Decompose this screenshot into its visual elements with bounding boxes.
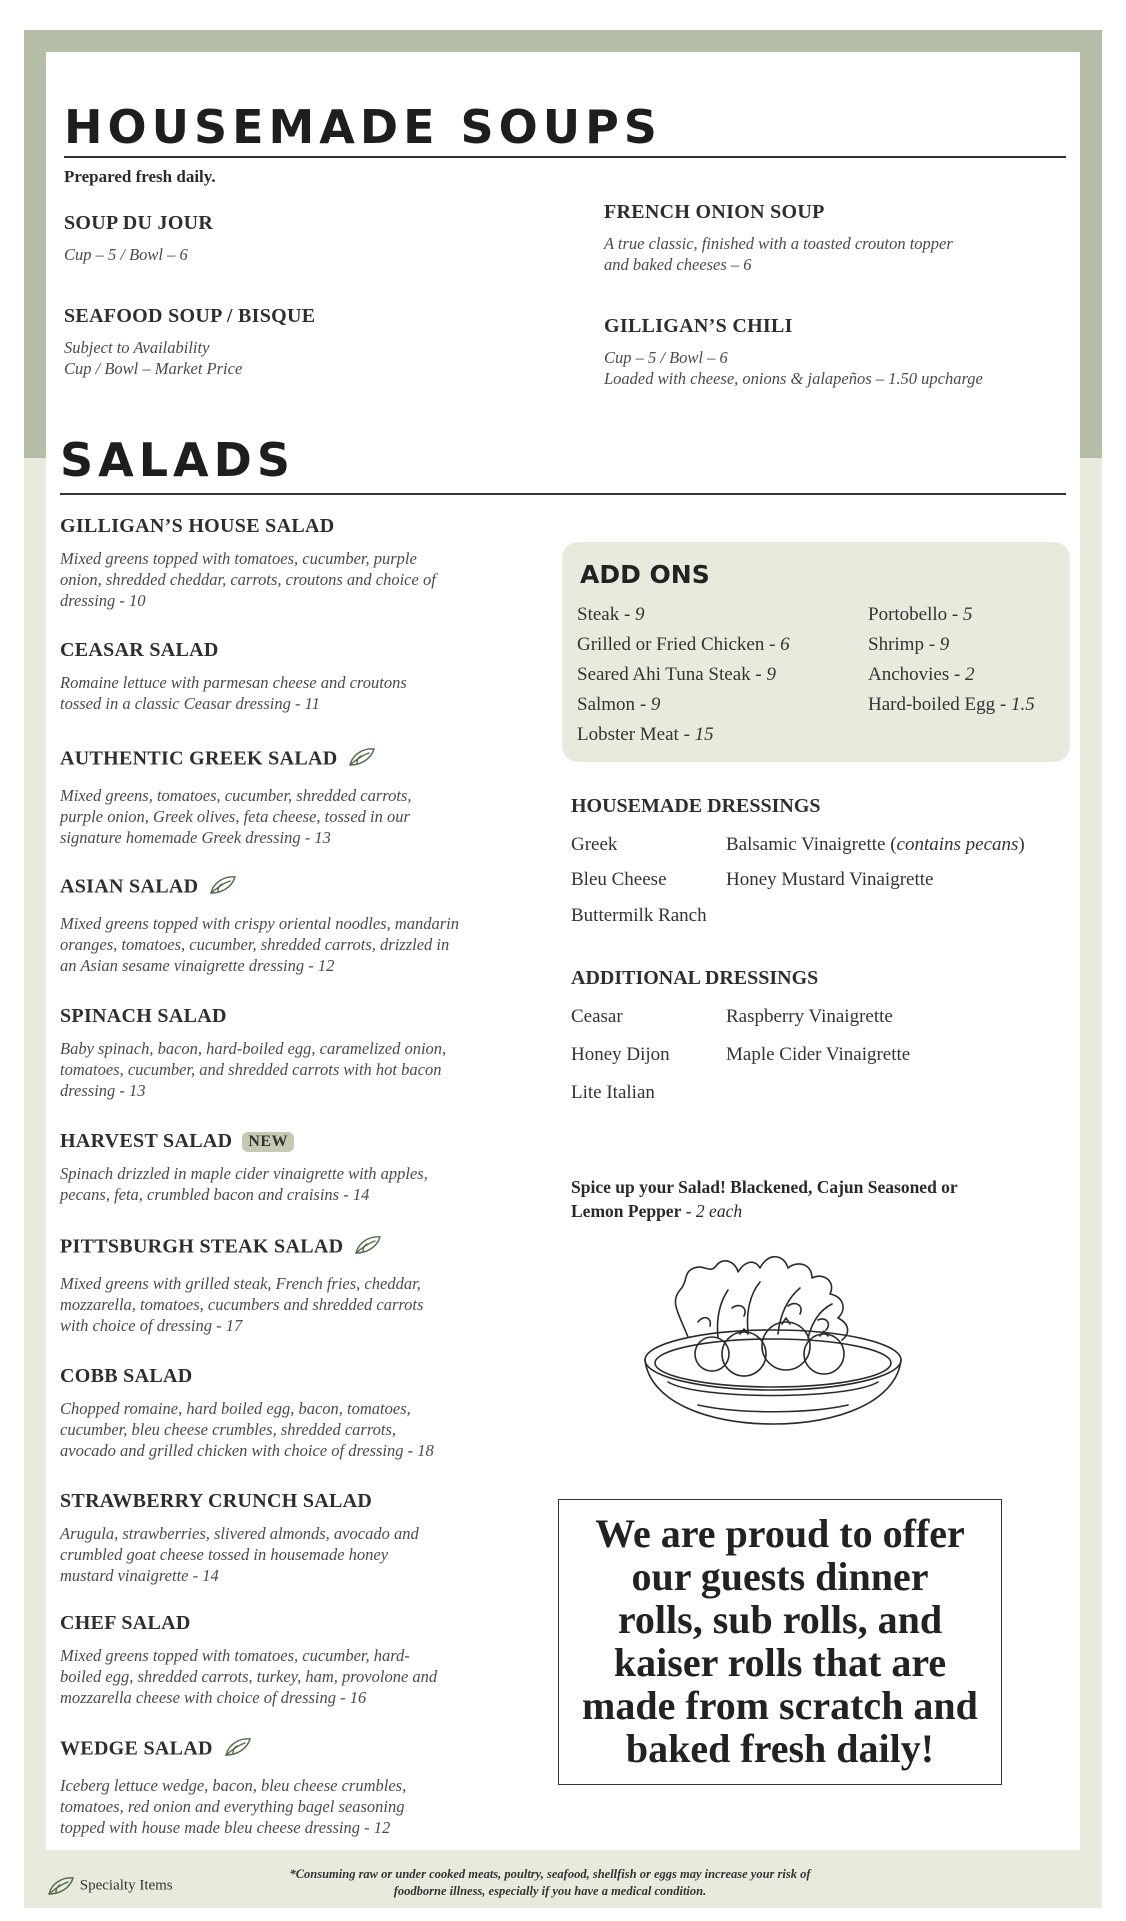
salad-name-text: WEDGE SALAD [60, 1737, 213, 1760]
salad-desc-line: pecans, feta, crumbled bacon and craisins - 14 [60, 1185, 370, 1204]
footer-legend [46, 1874, 173, 1898]
salad-name [60, 873, 540, 903]
salad-item [60, 1233, 540, 1336]
dressing-item: Honey Dijon [571, 1044, 670, 1065]
salad-desc [60, 913, 540, 976]
bread-callout-line: We are proud to offer [595, 1511, 965, 1556]
salad-name [60, 1233, 540, 1263]
addon-item: Lobster Meat - 15 [577, 724, 714, 745]
addon-price: 2 [965, 664, 975, 685]
salad-desc-line: signature homemade Greek dressing - 13 [60, 828, 331, 847]
salad-desc-line: purple onion, Greek olives, feta cheese, tossed in our [60, 807, 410, 826]
disclaimer-line: *Consuming raw or under cooked meats, poultry, seafood, shellfish or eggs may increase your risk of [289, 1867, 811, 1881]
salad-name-text: COBB SALAD [60, 1365, 193, 1387]
addon-item: Salmon - 9 [577, 694, 661, 715]
salad-name [60, 1490, 540, 1513]
addon-price: 9 [650, 694, 661, 715]
dressing-item: Maple Cider Vinaigrette [726, 1044, 911, 1065]
bread-callout-line: made from scratch and [582, 1683, 978, 1728]
addon-price: 5 [963, 604, 973, 625]
dressing-item: Buttermilk Ranch [571, 905, 707, 926]
addons-heading: ADD ONS [580, 560, 710, 589]
specialty-leaf-icon [208, 873, 238, 903]
dressing-item: Ceasar [571, 1006, 623, 1027]
soup-desc: A true classic, finished with a toasted crouton topper [604, 234, 953, 253]
addon-name: Steak [577, 604, 620, 625]
salad-name-text: STRAWBERRY CRUNCH SALAD [60, 1490, 373, 1512]
salad-item [60, 1735, 540, 1838]
addon-item: Seared Ahi Tuna Steak - 9 [577, 664, 776, 685]
salad-desc [60, 1775, 540, 1838]
salad-name-text: AUTHENTIC GREEK SALAD [60, 747, 338, 770]
salads-divider [60, 493, 1066, 495]
salad-item [60, 1365, 540, 1461]
addon-name: Hard-boiled Egg [868, 694, 996, 715]
salad-name [60, 1130, 540, 1153]
dressing-note: contains pecans [896, 834, 1019, 855]
leaf-icon [223, 1735, 253, 1759]
addon-name: Portobello [868, 604, 948, 625]
salad-item [60, 639, 540, 714]
salad-desc-line: Iceberg lettuce wedge, bacon, bleu cheese crumbles, [60, 1776, 407, 1795]
dressing-name: Balsamic Vinaigrette [726, 834, 886, 855]
soup-desc: Cup – 5 / Bowl – 6 [604, 348, 728, 367]
salad-item [60, 1130, 540, 1205]
soup-name: SOUP DU JOUR [64, 212, 214, 234]
salad-name [60, 639, 540, 662]
salad-name [60, 515, 540, 538]
salad-name-text: CHEF SALAD [60, 1612, 191, 1634]
salad-desc-line: Mixed greens topped with tomatoes, cucumber, hard- [60, 1646, 410, 1665]
addon-price: 15 [694, 724, 714, 745]
salad-name [60, 1005, 540, 1028]
salad-name [60, 1735, 540, 1765]
salad-desc [60, 1398, 540, 1461]
soups-tagline: Prepared fresh daily. [64, 167, 216, 186]
salad-desc-line: avocado and grilled chicken with choice of dressing - 18 [60, 1441, 434, 1460]
salad-desc-line: mozzarella cheese with choice of dressing - 16 [60, 1688, 367, 1707]
legend-label: Specialty Items [79, 1877, 173, 1894]
salad-desc-line: topped with house made bleu cheese dressing - 12 [60, 1818, 391, 1837]
addon-price: 6 [780, 634, 790, 655]
specialty-leaf-icon [223, 1735, 253, 1765]
salad-bowl-illustration [628, 1242, 918, 1432]
salad-item [60, 745, 540, 848]
salad-desc-line: tomatoes, red onion and everything bagel seasoning [60, 1797, 405, 1816]
soups-divider [64, 156, 1066, 158]
housemade-dressings-heading: HOUSEMADE DRESSINGS [571, 795, 821, 817]
salad-item [60, 873, 540, 976]
salad-desc-line: Mixed greens, tomatoes, cucumber, shredded carrots, [60, 786, 412, 805]
salad-desc-line: boiled egg, shredded carrots, turkey, ham, provolone and [60, 1667, 438, 1686]
health-disclaimer [230, 1866, 870, 1900]
spice-option: Lemon Pepper [571, 1201, 682, 1221]
salad-desc-line: Romaine lettuce with parmesan cheese and croutons [60, 673, 407, 692]
soup-item [64, 212, 544, 265]
soup-desc: Cup / Bowl – Market Price [64, 359, 243, 378]
addon-name: Seared Ahi Tuna Steak [577, 664, 751, 685]
bread-callout-line: our guests dinner [631, 1554, 929, 1599]
soup-item [604, 315, 1074, 389]
salad-desc-line: tomatoes, cucumber, and shredded carrots with hot bacon [60, 1060, 442, 1079]
bread-callout-line: baked fresh daily! [625, 1726, 935, 1771]
salad-item [60, 1490, 540, 1586]
specialty-leaf-icon [353, 1233, 383, 1263]
salads-heading: SALADS [60, 433, 295, 487]
dressing-item: Greek [571, 834, 618, 855]
addon-item: Grilled or Fried Chicken - 6 [577, 634, 790, 655]
salad-name-text: CEASAR SALAD [60, 639, 219, 661]
addon-item: Hard-boiled Egg - 1.5 [868, 694, 1035, 715]
salad-desc-line: Chopped romaine, hard boiled egg, bacon, tomatoes, [60, 1399, 411, 1418]
salad-desc-line: tossed in a classic Ceasar dressing - 11 [60, 694, 320, 713]
soup-desc: Cup – 5 / Bowl – 6 [64, 245, 188, 264]
spice-line: Spice up your Salad! Blackened, Cajun Seasoned or [571, 1177, 958, 1197]
salad-desc-line: dressing - 10 [60, 591, 146, 610]
salad-desc-line: Mixed greens with grilled steak, French fries, cheddar, [60, 1274, 421, 1293]
addon-item: Shrimp - 9 [868, 634, 950, 655]
addon-item: Portobello - 5 [868, 604, 973, 625]
salad-desc [60, 1523, 540, 1586]
bread-callout-line: rolls, sub rolls, and [617, 1597, 943, 1642]
salad-desc-line: Arugula, strawberries, slivered almonds, avocado and [60, 1524, 419, 1543]
leaf-icon [46, 1874, 76, 1898]
disclaimer-line: foodborne illness, especially if you have a medical condition. [393, 1884, 707, 1898]
spice-note [571, 1175, 1051, 1223]
soup-name: SEAFOOD SOUP / BISQUE [64, 305, 316, 327]
addon-item: Anchovies - 2 [868, 664, 975, 685]
salad-name-text: GILLIGAN’S HOUSE SALAD [60, 515, 335, 537]
salad-name [60, 1365, 540, 1388]
leaf-icon [353, 1233, 383, 1257]
salad-desc-line: dressing - 13 [60, 1081, 146, 1100]
addon-name: Lobster Meat [577, 724, 679, 745]
addons-list-left [577, 600, 790, 750]
salad-desc [60, 1163, 540, 1205]
salad-desc [60, 548, 540, 611]
addons-list-right [868, 600, 1035, 720]
salad-desc [60, 672, 540, 714]
addon-price: 9 [766, 664, 776, 685]
salad-desc-line: crumbled goat cheese tossed in housemade honey [60, 1545, 389, 1564]
soup-item [64, 305, 544, 379]
dressing-item: Balsamic Vinaigrette (contains pecans) [726, 834, 1025, 855]
salad-desc-line: Mixed greens topped with tomatoes, cucumber, purple [60, 549, 417, 568]
new-badge: NEW [242, 1132, 294, 1152]
salad-desc-line: mustard vinaigrette - 14 [60, 1566, 219, 1585]
salad-desc-line: with choice of dressing - 17 [60, 1316, 243, 1335]
salad-name-text: HARVEST SALAD [60, 1130, 233, 1152]
bread-callout-box [558, 1499, 1002, 1785]
salad-desc [60, 785, 540, 848]
dressing-item: Bleu Cheese [571, 869, 667, 890]
salad-desc-line: onion, shredded cheddar, carrots, croutons and choice of [60, 570, 436, 589]
dressing-item: Honey Mustard Vinaigrette [726, 869, 934, 890]
salad-item [60, 1612, 540, 1708]
salad-desc-line: mozzarella, tomatoes, cucumbers and shredded carrots [60, 1295, 424, 1314]
soup-name: FRENCH ONION SOUP [604, 201, 825, 223]
dressing-item: Lite Italian [571, 1082, 655, 1103]
salad-item [60, 1005, 540, 1101]
dressing-item: Raspberry Vinaigrette [726, 1006, 893, 1027]
addon-item: Steak - 9 [577, 604, 645, 625]
soups-heading: HOUSEMADE SOUPS [64, 100, 662, 154]
addon-name: Salmon [577, 694, 636, 715]
soup-desc: Loaded with cheese, onions & jalapeños – 1.50 upcharge [604, 369, 983, 388]
salad-desc [60, 1038, 540, 1101]
salad-desc-line: Baby spinach, bacon, hard-boiled egg, caramelized onion, [60, 1039, 447, 1058]
bread-callout-line: kaiser rolls that are [613, 1640, 947, 1685]
salad-desc-line: cucumber, bleu cheese crumbles, shredded carrots, [60, 1420, 397, 1439]
addon-price: 1.5 [1010, 694, 1035, 715]
addon-price: 9 [939, 634, 950, 655]
salad-item [60, 515, 540, 611]
additional-dressings-heading: ADDITIONAL DRESSINGS [571, 967, 819, 989]
leaf-icon [347, 745, 377, 769]
salad-desc-line: Spinach drizzled in maple cider vinaigrette with apples, [60, 1164, 428, 1183]
soup-desc: Subject to Availability [64, 338, 210, 357]
addon-name: Shrimp [868, 634, 924, 655]
soup-desc: and baked cheeses – 6 [604, 255, 752, 274]
soup-name: GILLIGAN’S CHILI [604, 315, 793, 337]
addon-name: Anchovies [868, 664, 950, 685]
salad-name-text: SPINACH SALAD [60, 1005, 227, 1027]
salad-name [60, 745, 540, 775]
salad-desc-line: Mixed greens topped with crispy oriental noodles, mandarin [60, 914, 460, 933]
leaf-icon [208, 873, 238, 897]
salad-desc-line: an Asian sesame vinaigrette dressing - 12 [60, 956, 335, 975]
salad-desc-line: oranges, tomatoes, cucumber, shredded carrots, drizzled in [60, 935, 450, 954]
salad-name [60, 1612, 540, 1635]
spice-price: - 2 each [685, 1201, 743, 1221]
salad-name-text: ASIAN SALAD [60, 875, 199, 898]
addon-price: 9 [635, 604, 645, 625]
salad-desc [60, 1645, 540, 1708]
salad-desc [60, 1273, 540, 1336]
bread-callout-text [569, 1512, 991, 1770]
specialty-leaf-icon [347, 745, 377, 775]
addon-name: Grilled or Fried Chicken [577, 634, 765, 655]
soup-item [604, 201, 1074, 275]
salad-name-text: PITTSBURGH STEAK SALAD [60, 1235, 344, 1258]
